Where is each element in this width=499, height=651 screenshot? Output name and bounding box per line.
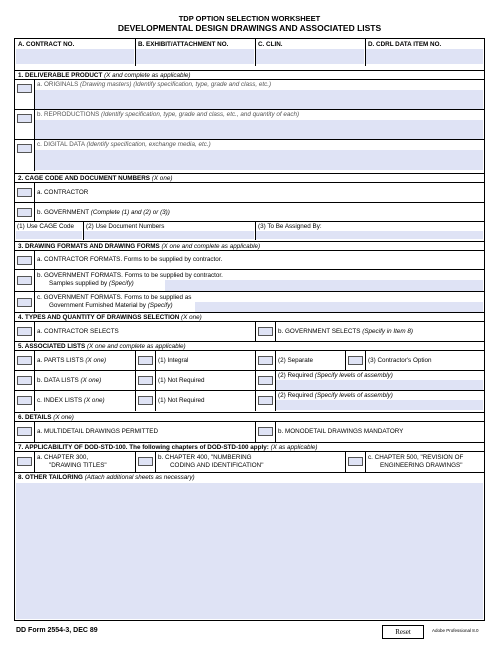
index-lists-checkbox[interactable]	[17, 396, 32, 405]
index-required-field[interactable]	[276, 400, 483, 410]
section-3-title: 3. DRAWING FORMATS AND DRAWING FORMS	[18, 243, 160, 250]
divider	[365, 452, 366, 473]
contractor-formats-checkbox[interactable]	[17, 256, 32, 265]
assigned-by-label: (3) To Be Assigned By:	[258, 223, 322, 230]
parts-separate-checkbox[interactable]	[258, 356, 273, 365]
chapter-500-title: ENGINEERING DRAWINGS"	[380, 462, 463, 469]
divider	[135, 391, 136, 411]
gfm-by-field[interactable]	[195, 302, 483, 312]
details-row	[15, 421, 484, 442]
data-required-label: (2) Required (Specify levels of assembly)	[278, 372, 393, 379]
adobe-version: Adobe Professional 8.0	[432, 628, 479, 633]
section-4-title: 4. TYPES AND QUANTITY OF DRAWINGS SELECTION	[18, 314, 180, 321]
use-doc-numbers-label: (2) Use Document Numbers	[86, 223, 165, 230]
section-6-note: (X one)	[53, 414, 74, 421]
data-lists-row	[15, 370, 484, 391]
exhibit-no-label: B. EXHIBIT/ATTACHMENT NO.	[138, 41, 229, 48]
divider	[345, 452, 346, 473]
reproductions-checkbox[interactable]	[17, 114, 32, 123]
data-required-field[interactable]	[276, 380, 483, 390]
divider	[255, 422, 256, 442]
contractor-formats-row	[15, 250, 484, 270]
chapter-400-title: CODING AND IDENTIFICATION"	[170, 462, 264, 469]
divider	[34, 452, 35, 473]
data-notreq-label: (1) Not Required	[158, 377, 205, 384]
cage-options-row	[15, 221, 484, 240]
originals-label: a. ORIGINALS (Drawing masters) (Identify specification, type, grade and class, etc.)	[37, 81, 272, 88]
use-cage-code-field[interactable]	[16, 231, 82, 239]
contractor-formats-label: a. CONTRACTOR FORMATS. Forms to be supplied by contractor.	[37, 256, 223, 263]
cage-contractor-row	[15, 182, 484, 203]
divider	[345, 351, 346, 371]
clin-label: C. CLIN.	[258, 41, 283, 48]
data-notreq-checkbox[interactable]	[138, 376, 153, 385]
section-2-title: 2. CAGE CODE AND DOCUMENT NUMBERS	[18, 175, 151, 182]
reset-button[interactable]: Reset	[382, 625, 424, 639]
originals-row	[15, 79, 484, 110]
gov-formats-gfm-checkbox[interactable]	[17, 298, 32, 307]
use-doc-numbers-field[interactable]	[84, 231, 254, 239]
chapter-400-label: b. CHAPTER 400, "NUMBERING	[158, 454, 252, 461]
cage-contractor-checkbox[interactable]	[17, 188, 32, 197]
samples-supplied-label: Samples supplied by (Specify)	[49, 280, 134, 287]
cage-contractor-label: a. CONTRACTOR	[37, 189, 89, 196]
divider	[34, 391, 35, 411]
contractor-selects-label: a. CONTRACTOR SELECTS	[37, 328, 119, 335]
form-number: DD Form 2554-3, DEC 89	[16, 627, 98, 634]
divider	[275, 322, 276, 342]
multidetail-label: a. MULTIDETAIL DRAWINGS PERMITTED	[37, 428, 159, 435]
cage-government-checkbox[interactable]	[17, 208, 32, 217]
parts-integral-checkbox[interactable]	[138, 356, 153, 365]
parts-option-label: (3) Contractor's Option	[368, 357, 432, 364]
parts-option-checkbox[interactable]	[348, 356, 363, 365]
cdrl-field[interactable]	[366, 49, 483, 64]
divider	[135, 371, 136, 391]
divider	[155, 371, 156, 391]
divider	[255, 391, 256, 411]
divider	[34, 270, 35, 292]
assigned-by-field[interactable]	[256, 231, 483, 239]
divider	[275, 422, 276, 442]
divider	[135, 452, 136, 473]
cdrl-label: D. CDRL DATA ITEM NO.	[368, 41, 442, 48]
chapter-300-title: "DRAWING TITLES"	[49, 462, 107, 469]
section-1-note: (X and complete as applicable)	[104, 72, 191, 79]
digital-data-checkbox[interactable]	[17, 144, 32, 153]
index-notreq-label: (1) Not Required	[158, 397, 205, 404]
form-footer	[14, 625, 485, 639]
data-lists-checkbox[interactable]	[17, 376, 32, 385]
index-notreq-checkbox[interactable]	[138, 396, 153, 405]
digital-data-field[interactable]	[35, 150, 483, 170]
gov-formats-gfm-label: c. GOVERNMENT FORMATS. Forms to be supplied as	[37, 294, 192, 301]
government-selects-label: b. GOVERNMENT SELECTS (Specify in Item 8)	[278, 328, 413, 335]
gfm-by-label: Government Furnished Material by (Specify)	[49, 302, 173, 309]
section-7-title: 7. APPLICABILITY OF DOD-STD-100. The following chapters of DOD-STD-100 apply:	[18, 444, 269, 451]
gov-formats-gfm-row	[15, 291, 484, 313]
form-header	[14, 14, 485, 33]
chapter-500-checkbox[interactable]	[348, 457, 363, 466]
divider	[34, 422, 35, 442]
section-3-note: (X one and complete as applicable)	[161, 243, 261, 250]
gov-formats-contractor-row	[15, 269, 484, 292]
divider	[255, 351, 256, 371]
contract-no-field[interactable]	[16, 49, 134, 64]
drawing-selection-row	[15, 321, 484, 342]
divider	[255, 371, 256, 391]
divider	[34, 351, 35, 371]
section-5-note: (X one and complete as applicable)	[86, 343, 186, 350]
divider	[34, 292, 35, 313]
other-tailoring-field[interactable]	[16, 483, 483, 619]
cage-government-label: b. GOVERNMENT (Complete (1) and (2) or (3))	[37, 209, 170, 216]
section-1-title: 1. DELIVERABLE PRODUCT	[18, 72, 103, 79]
originals-checkbox[interactable]	[17, 84, 32, 93]
parts-lists-label: a. PARTS LISTS (X one)	[37, 357, 107, 364]
divider	[155, 351, 156, 371]
divider	[34, 371, 35, 391]
data-required-checkbox[interactable]	[258, 376, 273, 385]
index-lists-label: c. INDEX LISTS (X one)	[37, 397, 105, 404]
monodetail-label: b. MONODETAIL DRAWINGS MANDATORY	[278, 428, 404, 435]
cage-government-row	[15, 202, 484, 222]
divider	[275, 351, 276, 371]
divider	[365, 351, 366, 371]
chapter-400-checkbox[interactable]	[138, 457, 153, 466]
data-lists-label: b. DATA LISTS (X one)	[37, 377, 102, 384]
parts-lists-checkbox[interactable]	[17, 356, 32, 365]
divider	[34, 183, 35, 203]
reproductions-field[interactable]	[35, 120, 483, 139]
parts-separate-label: (2) Separate	[278, 357, 314, 364]
originals-field[interactable]	[35, 90, 483, 109]
worksheet-form	[14, 38, 485, 621]
reproductions-label: b. REPRODUCTIONS (Identify specification, type, grade and class, etc., and quantity of each)	[37, 111, 300, 118]
top-fields-row	[15, 39, 484, 66]
chapter-300-checkbox[interactable]	[17, 457, 32, 466]
divider	[155, 391, 156, 411]
section-8-note: (Attach additional sheets as necessary)	[84, 474, 195, 481]
samples-supplied-field[interactable]	[165, 280, 483, 291]
section-7-note: (X as applicable)	[270, 444, 318, 451]
use-cage-code-label: (1) Use CAGE Code	[17, 223, 75, 230]
multidetail-checkbox[interactable]	[17, 427, 32, 436]
reproductions-row	[15, 109, 484, 140]
gov-formats-contractor-label: b. GOVERNMENT FORMATS. Forms to be supplied by contractor.	[37, 272, 223, 279]
digital-data-label: c. DIGITAL DATA (Identify specification, exchange media, etc.)	[37, 141, 211, 148]
government-selects-checkbox[interactable]	[258, 327, 273, 336]
monodetail-checkbox[interactable]	[258, 427, 273, 436]
divider	[34, 322, 35, 342]
clin-field[interactable]	[256, 49, 364, 64]
digital-data-row	[15, 139, 484, 171]
gov-formats-contractor-checkbox[interactable]	[17, 276, 32, 285]
parts-integral-label: (1) Integral	[158, 357, 189, 364]
chapter-300-label: a. CHAPTER 300,	[37, 454, 89, 461]
divider	[155, 452, 156, 473]
form-title: TDP OPTION SELECTION WORKSHEET	[178, 14, 321, 23]
chapter-500-label: c. CHAPTER 500, "REVISION OF	[368, 454, 464, 461]
index-required-checkbox[interactable]	[258, 396, 273, 405]
section-4-note: (X one)	[181, 314, 202, 321]
section-6-title: 6. DETAILS	[18, 414, 52, 421]
section-8-title: 8. OTHER TAILORING	[18, 474, 83, 481]
divider	[34, 251, 35, 270]
exhibit-no-field[interactable]	[136, 49, 254, 64]
contractor-selects-checkbox[interactable]	[17, 327, 32, 336]
parts-lists-row	[15, 350, 484, 371]
form-subtitle: DEVELOPMENTAL DESIGN DRAWINGS AND ASSOCIATED LISTS	[117, 23, 382, 33]
index-required-label: (2) Required (Specify levels of assembly)	[278, 392, 393, 399]
divider	[135, 351, 136, 371]
section-2-note: (X one)	[151, 175, 173, 182]
divider	[34, 203, 35, 222]
section-5-title: 5. ASSOCIATED LISTS	[18, 343, 86, 350]
chapters-row	[15, 451, 484, 473]
contract-no-label: A. CONTRACT NO.	[18, 41, 75, 48]
other-tailoring-section	[15, 472, 484, 620]
divider	[255, 322, 256, 342]
index-lists-row	[15, 390, 484, 411]
